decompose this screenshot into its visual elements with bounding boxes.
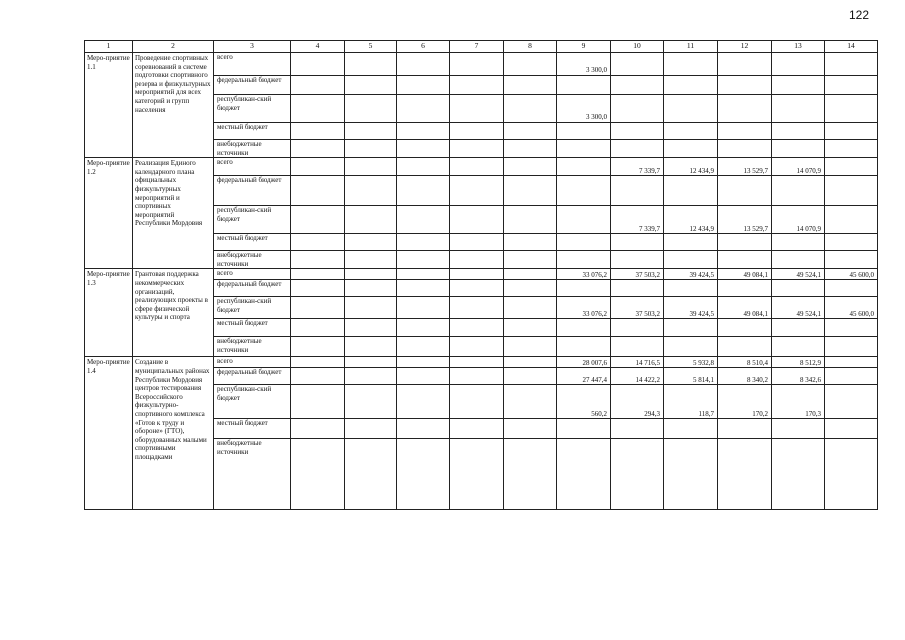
value-cell bbox=[397, 269, 450, 280]
value-cell bbox=[504, 76, 557, 95]
header-cell: 1 bbox=[85, 41, 133, 53]
value-cell bbox=[504, 357, 557, 368]
value-cell bbox=[397, 368, 450, 385]
source-federal: федеральный бюджет bbox=[214, 368, 291, 385]
value-cell bbox=[504, 234, 557, 251]
value-cell bbox=[397, 419, 450, 439]
value-cell bbox=[450, 140, 504, 158]
value-cell bbox=[504, 439, 557, 510]
value-cell: 5 814,1 bbox=[664, 368, 718, 385]
value-cell bbox=[664, 95, 718, 123]
value-cell bbox=[345, 368, 397, 385]
value-cell bbox=[825, 123, 878, 140]
value-cell bbox=[504, 385, 557, 419]
value-cell bbox=[557, 140, 611, 158]
source-total: всего bbox=[214, 158, 291, 176]
value-cell bbox=[504, 95, 557, 123]
value-cell bbox=[772, 176, 825, 206]
value-cell bbox=[450, 76, 504, 95]
value-cell bbox=[718, 251, 772, 269]
value-cell bbox=[664, 140, 718, 158]
value-cell bbox=[397, 280, 450, 297]
value-cell bbox=[450, 95, 504, 123]
budget-table bbox=[84, 40, 878, 510]
value-cell bbox=[291, 357, 345, 368]
value-cell bbox=[345, 95, 397, 123]
source-total: всего bbox=[214, 53, 291, 76]
value-cell bbox=[825, 234, 878, 251]
value-cell bbox=[772, 140, 825, 158]
header-cell: 14 bbox=[825, 41, 878, 53]
value-cell bbox=[291, 385, 345, 419]
table-row bbox=[85, 158, 878, 176]
source-local: местный бюджет bbox=[214, 319, 291, 337]
value-cell: 3 300,0 bbox=[557, 53, 611, 76]
value-cell bbox=[664, 419, 718, 439]
value-cell bbox=[611, 234, 664, 251]
value-cell: 294,3 bbox=[611, 385, 664, 419]
value-cell bbox=[291, 439, 345, 510]
header-row bbox=[85, 41, 878, 53]
value-cell bbox=[291, 297, 345, 319]
table-row bbox=[85, 53, 878, 76]
value-cell bbox=[450, 419, 504, 439]
value-cell bbox=[397, 385, 450, 419]
value-cell bbox=[772, 123, 825, 140]
value-cell bbox=[825, 337, 878, 357]
value-cell bbox=[825, 385, 878, 419]
value-cell bbox=[345, 357, 397, 368]
value-cell: 33 076,2 bbox=[557, 269, 611, 280]
value-cell bbox=[825, 368, 878, 385]
value-cell bbox=[825, 419, 878, 439]
value-cell bbox=[611, 176, 664, 206]
value-cell bbox=[825, 140, 878, 158]
value-cell bbox=[291, 140, 345, 158]
value-cell: 13 529,7 bbox=[718, 206, 772, 234]
value-cell bbox=[450, 53, 504, 76]
value-cell bbox=[397, 206, 450, 234]
source-republic: республикан-ский бюджет bbox=[214, 385, 291, 419]
value-cell bbox=[825, 176, 878, 206]
value-cell bbox=[397, 357, 450, 368]
value-cell bbox=[397, 297, 450, 319]
event-name: Создание в муниципальных районах Республики Мордовия центров тестирования Всероссийского физкультурно-спортивного комплекса «Готов к труду и обороне» (ГТО), оборудованных малыми спортивными площадками bbox=[133, 357, 214, 510]
value-cell: 8 510,4 bbox=[718, 357, 772, 368]
value-cell: 28 007,6 bbox=[557, 357, 611, 368]
value-cell bbox=[611, 251, 664, 269]
value-cell bbox=[291, 76, 345, 95]
value-cell bbox=[450, 269, 504, 280]
value-cell bbox=[291, 280, 345, 297]
value-cell bbox=[557, 206, 611, 234]
value-cell: 33 076,2 bbox=[557, 297, 611, 319]
value-cell bbox=[450, 337, 504, 357]
source-total: всего bbox=[214, 269, 291, 280]
source-federal: федеральный бюджет bbox=[214, 76, 291, 95]
value-cell bbox=[611, 319, 664, 337]
value-cell bbox=[611, 53, 664, 76]
value-cell: 37 503,2 bbox=[611, 297, 664, 319]
value-cell bbox=[772, 251, 825, 269]
value-cell bbox=[557, 176, 611, 206]
value-cell: 7 339,7 bbox=[611, 158, 664, 176]
value-cell bbox=[611, 419, 664, 439]
event-name: Грантовая поддержка некоммерческих организаций, реализующих проекты в сфере физической культуры и спорта bbox=[133, 269, 214, 357]
header-cell: 2 bbox=[133, 41, 214, 53]
source-extrabudget: внебюджетные источники bbox=[214, 439, 291, 510]
value-cell bbox=[291, 319, 345, 337]
value-cell bbox=[450, 234, 504, 251]
value-cell: 49 524,1 bbox=[772, 269, 825, 280]
value-cell: 118,7 bbox=[664, 385, 718, 419]
value-cell bbox=[664, 280, 718, 297]
value-cell: 560,2 bbox=[557, 385, 611, 419]
page-number: 122 bbox=[849, 8, 870, 22]
value-cell: 5 932,8 bbox=[664, 357, 718, 368]
value-cell bbox=[291, 368, 345, 385]
value-cell bbox=[291, 123, 345, 140]
value-cell bbox=[397, 319, 450, 337]
value-cell bbox=[450, 357, 504, 368]
value-cell bbox=[345, 206, 397, 234]
value-cell bbox=[291, 176, 345, 206]
value-cell bbox=[557, 319, 611, 337]
value-cell bbox=[291, 234, 345, 251]
value-cell bbox=[718, 319, 772, 337]
value-cell bbox=[345, 319, 397, 337]
value-cell bbox=[664, 337, 718, 357]
value-cell bbox=[504, 319, 557, 337]
value-cell: 170,2 bbox=[718, 385, 772, 419]
value-cell bbox=[504, 158, 557, 176]
value-cell bbox=[611, 439, 664, 510]
value-cell: 49 524,1 bbox=[772, 297, 825, 319]
value-cell bbox=[504, 206, 557, 234]
value-cell bbox=[718, 419, 772, 439]
value-cell bbox=[345, 337, 397, 357]
value-cell bbox=[345, 123, 397, 140]
value-cell bbox=[504, 176, 557, 206]
value-cell bbox=[345, 76, 397, 95]
event-label: Меро-приятие 1.3 bbox=[85, 269, 133, 357]
header-cell: 10 bbox=[611, 41, 664, 53]
value-cell bbox=[450, 319, 504, 337]
value-cell bbox=[557, 123, 611, 140]
value-cell bbox=[450, 297, 504, 319]
event-name: Реализация Единого календарного плана официальных физкультурных мероприятий и спортивных мероприятий Республики Мордовия bbox=[133, 158, 214, 269]
value-cell bbox=[772, 319, 825, 337]
value-cell bbox=[825, 280, 878, 297]
value-cell bbox=[291, 95, 345, 123]
header-cell: 8 bbox=[504, 41, 557, 53]
value-cell bbox=[664, 251, 718, 269]
source-local: местный бюджет bbox=[214, 234, 291, 251]
value-cell: 14 422,2 bbox=[611, 368, 664, 385]
header-cell: 7 bbox=[450, 41, 504, 53]
value-cell: 37 503,2 bbox=[611, 269, 664, 280]
value-cell: 12 434,9 bbox=[664, 158, 718, 176]
value-cell bbox=[397, 53, 450, 76]
value-cell bbox=[345, 234, 397, 251]
value-cell: 49 084,1 bbox=[718, 297, 772, 319]
value-cell bbox=[450, 439, 504, 510]
value-cell bbox=[291, 206, 345, 234]
value-cell bbox=[450, 251, 504, 269]
value-cell bbox=[504, 53, 557, 76]
value-cell bbox=[291, 251, 345, 269]
value-cell bbox=[397, 337, 450, 357]
value-cell: 7 339,7 bbox=[611, 206, 664, 234]
value-cell bbox=[772, 419, 825, 439]
value-cell: 3 300,0 bbox=[557, 95, 611, 123]
value-cell bbox=[718, 123, 772, 140]
value-cell bbox=[825, 158, 878, 176]
source-republic: республикан-ский бюджет bbox=[214, 206, 291, 234]
header-cell: 3 bbox=[214, 41, 291, 53]
value-cell: 8 512,9 bbox=[772, 357, 825, 368]
value-cell bbox=[450, 368, 504, 385]
source-extrabudget: внебюджетные источники bbox=[214, 337, 291, 357]
source-local: местный бюджет bbox=[214, 123, 291, 140]
source-extrabudget: внебюджетные источники bbox=[214, 251, 291, 269]
value-cell bbox=[504, 337, 557, 357]
value-cell bbox=[611, 95, 664, 123]
value-cell bbox=[504, 140, 557, 158]
table-row bbox=[85, 269, 878, 280]
value-cell bbox=[664, 319, 718, 337]
value-cell bbox=[718, 280, 772, 297]
value-cell: 14 070,9 bbox=[772, 158, 825, 176]
event-label: Меро-приятие 1.4 bbox=[85, 357, 133, 510]
value-cell bbox=[397, 158, 450, 176]
value-cell: 8 340,2 bbox=[718, 368, 772, 385]
value-cell bbox=[345, 176, 397, 206]
value-cell bbox=[772, 53, 825, 76]
value-cell bbox=[504, 280, 557, 297]
value-cell: 39 424,5 bbox=[664, 269, 718, 280]
value-cell bbox=[397, 234, 450, 251]
value-cell bbox=[557, 280, 611, 297]
value-cell bbox=[291, 419, 345, 439]
value-cell bbox=[504, 269, 557, 280]
value-cell bbox=[664, 123, 718, 140]
value-cell bbox=[557, 251, 611, 269]
value-cell bbox=[345, 140, 397, 158]
value-cell: 27 447,4 bbox=[557, 368, 611, 385]
value-cell bbox=[504, 123, 557, 140]
value-cell bbox=[557, 76, 611, 95]
value-cell bbox=[825, 357, 878, 368]
header-cell: 13 bbox=[772, 41, 825, 53]
value-cell bbox=[825, 76, 878, 95]
value-cell bbox=[397, 176, 450, 206]
value-cell bbox=[825, 251, 878, 269]
event-label: Меро-приятие 1.2 bbox=[85, 158, 133, 269]
value-cell bbox=[772, 337, 825, 357]
value-cell bbox=[825, 319, 878, 337]
header-cell: 4 bbox=[291, 41, 345, 53]
value-cell bbox=[345, 385, 397, 419]
value-cell bbox=[611, 280, 664, 297]
value-cell bbox=[291, 269, 345, 280]
value-cell bbox=[772, 95, 825, 123]
value-cell bbox=[772, 76, 825, 95]
value-cell: 14 716,5 bbox=[611, 357, 664, 368]
value-cell bbox=[291, 337, 345, 357]
value-cell bbox=[718, 140, 772, 158]
value-cell bbox=[557, 439, 611, 510]
value-cell bbox=[718, 337, 772, 357]
source-republic: республикан-ский бюджет bbox=[214, 95, 291, 123]
source-republic: республикан-ский бюджет bbox=[214, 297, 291, 319]
value-cell bbox=[664, 439, 718, 510]
value-cell: 45 600,0 bbox=[825, 269, 878, 280]
value-cell bbox=[664, 76, 718, 95]
value-cell bbox=[825, 206, 878, 234]
value-cell bbox=[718, 95, 772, 123]
value-cell bbox=[718, 439, 772, 510]
value-cell bbox=[718, 176, 772, 206]
value-cell bbox=[397, 95, 450, 123]
value-cell bbox=[718, 53, 772, 76]
value-cell bbox=[664, 234, 718, 251]
source-local: местный бюджет bbox=[214, 419, 291, 439]
value-cell bbox=[450, 176, 504, 206]
value-cell bbox=[345, 280, 397, 297]
value-cell bbox=[772, 234, 825, 251]
value-cell bbox=[504, 251, 557, 269]
value-cell bbox=[772, 280, 825, 297]
value-cell bbox=[397, 140, 450, 158]
value-cell: 49 084,1 bbox=[718, 269, 772, 280]
header-cell: 11 bbox=[664, 41, 718, 53]
value-cell bbox=[450, 206, 504, 234]
value-cell: 14 070,9 bbox=[772, 206, 825, 234]
value-cell: 45 600,0 bbox=[825, 297, 878, 319]
header-cell: 5 bbox=[345, 41, 397, 53]
value-cell bbox=[397, 76, 450, 95]
value-cell bbox=[557, 158, 611, 176]
value-cell bbox=[397, 251, 450, 269]
value-cell bbox=[397, 439, 450, 510]
value-cell bbox=[825, 53, 878, 76]
value-cell bbox=[345, 419, 397, 439]
value-cell bbox=[345, 269, 397, 280]
value-cell: 8 342,6 bbox=[772, 368, 825, 385]
value-cell bbox=[291, 158, 345, 176]
value-cell bbox=[557, 337, 611, 357]
value-cell bbox=[450, 385, 504, 419]
value-cell: 170,3 bbox=[772, 385, 825, 419]
value-cell bbox=[450, 158, 504, 176]
value-cell bbox=[397, 123, 450, 140]
value-cell bbox=[825, 439, 878, 510]
value-cell bbox=[345, 53, 397, 76]
value-cell: 13 529,7 bbox=[718, 158, 772, 176]
value-cell bbox=[718, 76, 772, 95]
value-cell bbox=[664, 53, 718, 76]
value-cell bbox=[291, 53, 345, 76]
value-cell bbox=[345, 251, 397, 269]
value-cell bbox=[664, 176, 718, 206]
event-name: Проведение спортивных соревнований в системе подготовки спортивного резерва и физкультурных мероприятий для всех категорий и групп населения bbox=[133, 53, 214, 158]
value-cell: 12 434,9 bbox=[664, 206, 718, 234]
header-cell: 6 bbox=[397, 41, 450, 53]
value-cell bbox=[504, 297, 557, 319]
source-federal: федеральный бюджет bbox=[214, 280, 291, 297]
event-label: Меро-приятие 1.1 bbox=[85, 53, 133, 158]
value-cell bbox=[611, 337, 664, 357]
value-cell bbox=[504, 368, 557, 385]
table-row bbox=[85, 357, 878, 368]
value-cell bbox=[611, 123, 664, 140]
value-cell bbox=[557, 234, 611, 251]
value-cell bbox=[345, 297, 397, 319]
header-cell: 9 bbox=[557, 41, 611, 53]
header-cell: 12 bbox=[718, 41, 772, 53]
value-cell bbox=[450, 280, 504, 297]
value-cell bbox=[718, 234, 772, 251]
value-cell bbox=[345, 158, 397, 176]
source-extrabudget: внебюджетные источники bbox=[214, 140, 291, 158]
value-cell bbox=[611, 140, 664, 158]
value-cell bbox=[825, 95, 878, 123]
source-total: всего bbox=[214, 357, 291, 368]
value-cell bbox=[772, 439, 825, 510]
value-cell bbox=[611, 76, 664, 95]
value-cell bbox=[557, 419, 611, 439]
value-cell bbox=[504, 419, 557, 439]
value-cell: 39 424,5 bbox=[664, 297, 718, 319]
value-cell bbox=[450, 123, 504, 140]
source-federal: федеральный бюджет bbox=[214, 176, 291, 206]
value-cell bbox=[345, 439, 397, 510]
